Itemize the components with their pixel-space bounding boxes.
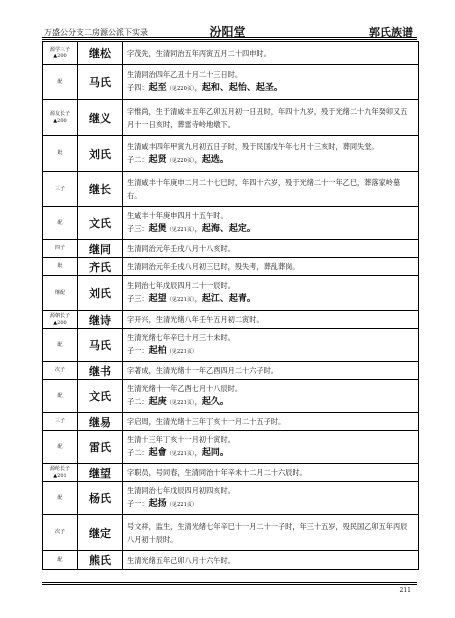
child-name: 起柏 — [148, 346, 167, 356]
person-name: 继松 — [78, 42, 123, 64]
entry-row — [43, 207, 418, 240]
person-name: 继易 — [78, 413, 123, 430]
children-count: 子三： — [127, 224, 149, 233]
entry-row — [43, 431, 418, 464]
entry-row — [43, 380, 418, 413]
biography-text: 生清光绪五年己卯八月十六午时。 — [127, 555, 235, 565]
entry-row — [43, 276, 418, 311]
header-lineage: 万盛公分支二房源公派下实录 — [44, 28, 148, 37]
children-line — [127, 497, 414, 512]
biography-cell — [123, 362, 418, 379]
biography-text: 生清光绪七年辛巳十月三十未时。 — [127, 333, 235, 342]
relation-cell — [43, 482, 78, 514]
relation-label: 配 — [57, 392, 63, 399]
header-rule — [42, 39, 417, 40]
entry-row — [43, 258, 418, 276]
person-name: 继义 — [78, 100, 123, 135]
relation-label: 四子 — [54, 245, 65, 252]
biography-cell — [123, 100, 418, 135]
child-page-ref: （见221页） — [166, 400, 195, 406]
page-header — [0, 0, 455, 40]
relation-cell — [43, 42, 78, 64]
children-count: 子三： — [127, 294, 149, 303]
relation-label: 继配 — [54, 289, 65, 296]
relation-label: 次子 — [54, 367, 65, 374]
person-name: 继书 — [78, 362, 123, 379]
genealogy-table — [42, 41, 419, 570]
footer-rule — [42, 582, 417, 583]
header-book-title: 郭氏族谱 — [369, 26, 413, 39]
child-page-ref: （见220页） — [166, 157, 195, 164]
relation-label: 配 — [57, 219, 63, 226]
relation-label: 妣 — [57, 150, 63, 157]
relation-cell — [43, 413, 78, 430]
relation-cell — [43, 311, 78, 328]
biography-text: 生清同治七年戊辰四月初四亥时。 — [127, 486, 235, 495]
biography-cell — [123, 207, 418, 239]
relation-label: 源学三子 — [49, 46, 70, 53]
page-reference-mark: ▲200 — [53, 319, 67, 326]
children-count: 子二： — [127, 154, 149, 164]
relation-cell — [43, 380, 78, 412]
relation-cell — [43, 258, 78, 275]
biography-cell — [123, 42, 418, 64]
children-line: 子二：起庚（见221页），起久。 — [127, 397, 229, 407]
relation-cell — [43, 276, 78, 310]
child-page-ref: （见221页） — [166, 349, 198, 355]
entry-row — [43, 464, 418, 482]
relation-label: 配 — [57, 78, 63, 85]
biography-cell — [123, 276, 418, 310]
child-name: 起煲 — [148, 224, 167, 234]
biography-text: 生清同治元年壬戌八月十八亥时。 — [127, 244, 235, 253]
children-count: 子二： — [127, 448, 149, 457]
person-name: 刘氏 — [78, 276, 123, 310]
entry-row — [43, 136, 418, 172]
child-name: 起久。 — [201, 397, 229, 407]
biography-text: 字茂先，生清同治五年丙寅五月二十四申时。 — [127, 48, 271, 58]
biography-cell — [123, 464, 418, 481]
person-name: 马氏 — [78, 65, 123, 99]
person-name: 马氏 — [78, 329, 123, 361]
relation-label: 次子 — [54, 529, 65, 536]
children-line: 子二：起贤（见220页），起选。 — [127, 154, 229, 165]
page-reference-mark: ▲200 — [53, 117, 67, 124]
entry-row — [43, 413, 418, 431]
person-name: 雷氏 — [78, 431, 123, 463]
entry-row — [43, 240, 418, 258]
children-line: 子三：起望（见221页），起江、起青。 — [127, 294, 256, 304]
child-page-ref: （见221页） — [166, 451, 195, 457]
biography-cell — [123, 515, 418, 550]
page-reference-mark: ▲201 — [53, 472, 67, 479]
child-page-ref: （见221页） — [166, 297, 195, 303]
biography-cell — [123, 172, 418, 206]
relation-label: 源纶长子 — [49, 466, 70, 472]
relation-label: 妣 — [57, 263, 63, 270]
relation-label: 配 — [57, 341, 63, 348]
biography-text: 生清同治元年壬戌八月初三巳时，殁失考，葬乱葬岗。 — [127, 262, 300, 271]
child-name: 起海、起定。 — [201, 224, 256, 234]
biography-text: 字职员，号同春，生清同治十年辛未十二月二十六辰时。 — [127, 468, 307, 477]
biography-cell — [123, 258, 418, 275]
person-name: 齐氏 — [78, 258, 123, 275]
relation-label: 源朝长子 — [49, 313, 70, 319]
entry-row — [43, 362, 418, 380]
biography-cell — [123, 380, 418, 412]
child-name: 起至 — [148, 83, 167, 93]
child-name: 起和、起怡、起圣。 — [201, 83, 283, 93]
entry-row — [43, 42, 418, 65]
biography-cell — [123, 65, 418, 99]
header-rule — [42, 37, 417, 38]
biography-text: 字开兴，生清光绪八年壬午五月初二寅时。 — [127, 315, 264, 324]
biography-text: 生清光绪十一年乙酉七月十八辰时。 — [127, 384, 243, 393]
biography-cell — [123, 329, 418, 361]
relation-label: 源友长子 — [49, 111, 70, 117]
relation-cell — [43, 362, 78, 379]
page-number: 211 — [399, 587, 411, 594]
entry-row — [43, 172, 418, 207]
biography-text: 生咸丰十年庚申四月十五午时。 — [127, 211, 228, 220]
page-reference-mark: ▲200 — [53, 53, 67, 59]
entry-row — [43, 329, 418, 362]
relation-cell — [43, 431, 78, 463]
children-count: 子四： — [127, 83, 149, 92]
person-name: 继望 — [78, 464, 123, 481]
person-name: 文氏 — [78, 380, 123, 412]
child-page-ref: （见220页） — [166, 86, 195, 92]
relation-cell — [43, 464, 78, 481]
person-name: 继诗 — [78, 311, 123, 328]
relation-cell — [43, 136, 78, 171]
biography-text: 字惟尚，生于清咸丰五年乙卯五月初一日丑时，年四十九岁，殁于光绪二十九年癸卯又五月十一日亥时，葬雷寺岭地墩下。 — [127, 106, 408, 129]
child-name: 起望 — [148, 294, 167, 304]
child-name: 起贤 — [148, 154, 167, 165]
relation-cell — [43, 207, 78, 239]
entry-row — [43, 551, 418, 570]
children-line: 子四：起至（见220页），起和、起怡、起圣。 — [127, 83, 283, 93]
children-line: 子二：起會（见221页），起同。 — [127, 448, 229, 458]
biography-cell — [123, 431, 418, 463]
relation-cell — [43, 329, 78, 361]
child-page-ref: （见221页） — [166, 227, 195, 233]
relation-cell — [43, 551, 78, 569]
biography-cell — [123, 136, 418, 171]
child-page-ref: （见221页） — [166, 502, 198, 508]
entry-row — [43, 515, 418, 551]
entry-row — [43, 311, 418, 329]
header-hall-name: 汾阳堂 — [209, 25, 246, 39]
biography-text: 生同治七年戊辰四月二十一辰时。 — [127, 281, 235, 290]
entry-row — [43, 100, 418, 136]
children-count: 子二： — [127, 397, 149, 406]
relation-label: 配 — [57, 443, 63, 450]
person-name: 文氏 — [78, 207, 123, 239]
footer-rule — [42, 584, 417, 585]
biography-cell — [123, 413, 418, 430]
biography-text: 生清同治四年乙丑十月二十三日时。 — [127, 70, 243, 79]
children-count: 子一： — [127, 499, 149, 508]
relation-label: 三子 — [54, 185, 65, 192]
entry-row — [43, 482, 418, 515]
person-name: 刘氏 — [78, 136, 123, 171]
children-line: 子三：起煲（见221页），起海、起定。 — [127, 224, 256, 234]
relation-cell — [43, 100, 78, 135]
person-name: 继定 — [78, 515, 123, 550]
person-name: 继长 — [78, 172, 123, 206]
biography-cell — [123, 240, 418, 257]
relation-cell — [43, 515, 78, 550]
biography-text: 字启周，生清光绪十三年丁亥十一月二十五子时。 — [127, 417, 286, 426]
biography-text: 字著成，生清光绪十一年乙酉四月二十六子时。 — [127, 366, 278, 375]
child-name: 起江、起青。 — [201, 294, 256, 304]
child-name: 起會 — [148, 448, 167, 458]
biography-text: 生清咸丰十年庚申二月二十七巳时，年四十六岁，殁于光绪二十一年乙巳，葬落家岭墓右。 — [127, 178, 401, 200]
children-line — [127, 344, 414, 359]
relation-label: 三子 — [54, 418, 65, 425]
children-count: 子一： — [127, 346, 149, 355]
biography-cell — [123, 482, 418, 514]
relation-label: 配 — [57, 494, 63, 501]
entry-row — [43, 65, 418, 100]
person-name: 杨氏 — [78, 482, 123, 514]
child-name: 起同。 — [201, 448, 229, 458]
child-name: 起扬 — [148, 499, 167, 509]
biography-text: 生清咸丰四年甲寅九月初五日子时，殁于民国戊午年七月十三亥时，葬同失堂。 — [127, 141, 379, 151]
relation-cell — [43, 65, 78, 99]
relation-label: 配 — [57, 556, 63, 563]
biography-text: 生清十三年丁亥十一月初十寅时。 — [127, 435, 235, 444]
child-name: 起选。 — [201, 154, 229, 165]
biography-cell — [123, 551, 418, 569]
relation-cell — [43, 240, 78, 257]
person-name: 继同 — [78, 240, 123, 257]
person-name: 熊氏 — [78, 551, 123, 569]
biography-text: 号文祥，监生，生清光绪七年辛巳十一月二十一子时，年三十五岁，殁民国乙卯五年丙辰八月初十辰时。 — [127, 521, 408, 544]
child-name: 起庚 — [148, 397, 167, 407]
relation-cell — [43, 172, 78, 206]
biography-cell — [123, 311, 418, 328]
